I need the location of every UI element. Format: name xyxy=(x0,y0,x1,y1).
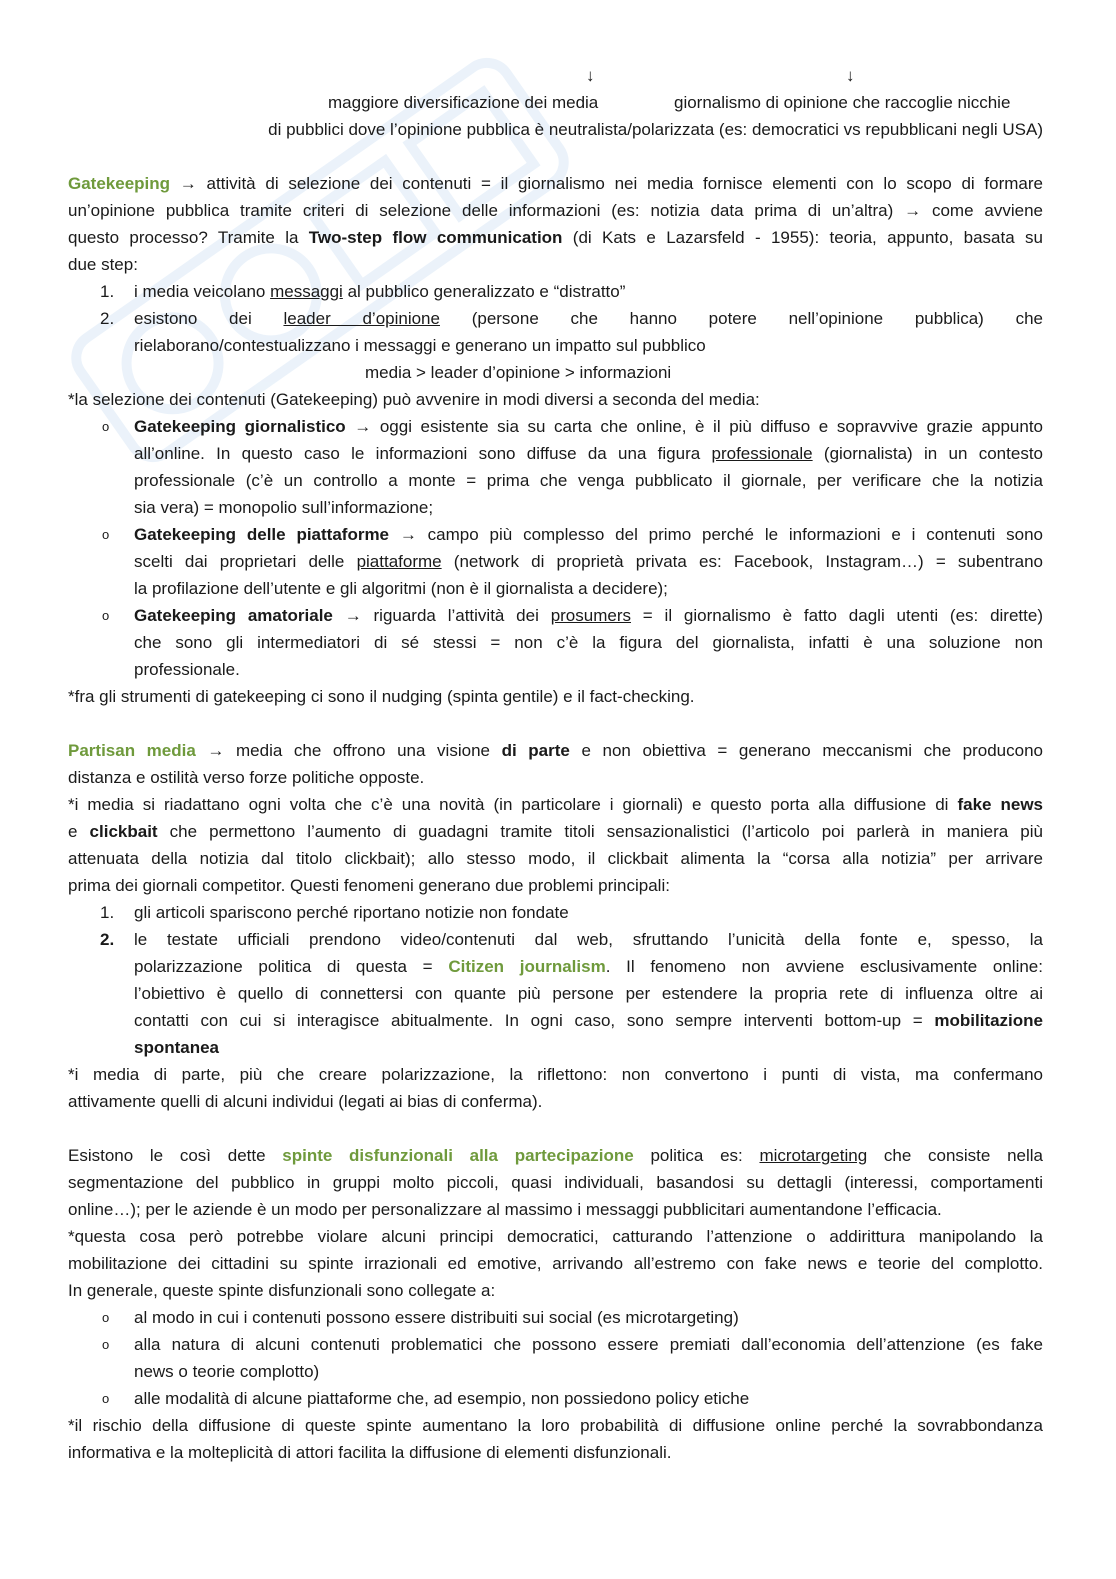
outcome-right: giornalismo di opinione che raccoglie nicchie xyxy=(674,93,1011,112)
arrow-row xyxy=(68,62,1043,89)
outcome-left: maggiore diversificazione dei media xyxy=(328,93,599,112)
list-number: 1. xyxy=(100,903,115,922)
gatekeeping-line-1: Gatekeeping → attività di selezione dei contenuti = il giornalismo nei media fornisce elementi con lo scopo di formare xyxy=(68,174,1043,193)
outcome-row xyxy=(68,89,1043,116)
partisan-note-3: attenuata della notizia dal titolo clickbait); allo stesso modo, il clickbait alimenta la “corsa alla notizia” per arrivare xyxy=(68,849,1043,868)
list-number: 2. xyxy=(100,930,115,949)
partisan-conclusion-2: attivamente quelli di alcuni individui (legati ai bias di conferma). xyxy=(68,1092,543,1111)
list-item: 2. le testate ufficiali prendono video/contenuti dal web, sfruttando l’unicità della fonte e, spesso, la polarizzazione politica di questa = Citizen journalism. Il fenomeno non avviene esclusivamente online: l’obiettivo è quello di connettersi con quante più persone per estendere la propria rete di influenza oltre ai contatti con cui si interagisce abitualmente. In ogni caso, sono sempre interventi bottom-up = mobilitazione spontanea xyxy=(68,926,1043,1061)
spinte-line-1: Esistono le così dette spinte disfunzionali alla partecipazione politica es: microtargeting che consiste nella xyxy=(68,1146,1043,1165)
list-number: 1. xyxy=(100,282,115,301)
term-gatekeeping: Gatekeeping xyxy=(68,174,171,193)
bullet-icon: o xyxy=(102,1391,110,1406)
spinte-note-3: In generale, queste spinte disfunzionali sono collegate a: xyxy=(68,1281,496,1300)
bullet-icon: o xyxy=(102,1337,110,1352)
list-item: o alle modalità di alcune piattaforme che, ad esempio, non possiedono policy etiche xyxy=(68,1385,1043,1412)
term-two-step: Two-step flow communication xyxy=(308,228,563,247)
partisan-note-1: *i media si riadattano ogni volta che c’è una novità (in particolare i giornali) e questo porta alla diffusione di fake news xyxy=(68,795,1043,814)
spinte-line-2: segmentazione del pubblico in gruppi molto piccoli, quasi individuali, basandosi su dettagli (interessi, comportamenti xyxy=(68,1173,1043,1192)
spinte-note-1: *questa cosa però potrebbe violare alcuni principi democratici, catturando l’attenzione o addirittura manipolando la xyxy=(68,1227,1043,1246)
gatekeeping-line-4: due step: xyxy=(68,255,138,274)
bullet-icon: o xyxy=(102,1310,110,1325)
term-spinte-disfunzionali: spinte disfunzionali alla partecipazione xyxy=(282,1146,634,1165)
list-item: o Gatekeeping giornalistico → oggi esistente sia su carta che online, è il più diffuso e sopravvive grazie appunto all’online. In questo caso le informazioni sono diffuse da una figura professionale (giornalista) in un contesto professionale (c’è un controllo a monte = prima che venga pubblicato il giornale, per verificare che la notizia sia vera) = monopolio sull’informazione; xyxy=(68,413,1043,521)
partisan-note-4: prima dei giornali competitor. Questi fenomeni generano due problemi principali: xyxy=(68,876,670,895)
document-page xyxy=(68,62,1043,1466)
term-partisan-media: Partisan media xyxy=(68,741,196,760)
gatekeeping-line-3: questo processo? Tramite la Two-step flow communication (di Kats e Lazarsfeld - 1955): teoria, appunto, basata su xyxy=(68,228,1043,247)
list-item: o Gatekeeping delle piattaforme → campo più complesso del primo perché le informazioni e i contenuti sono scelti dai proprietari delle piattaforme (network di proprietà privata es: Facebook, Instagram…) = subentrano la profilazione dell’utente e gli algoritmi (non è il giornalista a decidere); xyxy=(68,521,1043,602)
spinte-risk-2: informativa e la molteplicità di attori facilita la diffusione di elementi disfunzionali. xyxy=(68,1443,672,1462)
gatekeeping-note: *la selezione dei contenuti (Gatekeeping) può avvenire in modi diversi a seconda del media: xyxy=(68,390,760,409)
arrow-down-icon: ↓ xyxy=(846,66,855,85)
bullet-icon: o xyxy=(102,608,110,623)
bullet-icon: o xyxy=(102,527,110,542)
list-item: 1. i media veicolano messaggi al pubblico generalizzato e “distratto” xyxy=(68,278,1043,305)
spinte-note-2: mobilitazione dei cittadini su spinte irrazionali ed emotive, arrivando all’estremo con fake news e teorie del complotto. xyxy=(68,1254,1043,1273)
bullet-icon: o xyxy=(102,419,110,434)
gatekeeping-line-2: un’opinione pubblica tramite criteri di selezione delle informazioni (es: notizia data prima di un’altra) → come avviene xyxy=(68,201,1043,220)
spinte-risk-1: *il rischio della diffusione di queste spinte aumentano la loro probabilità di diffusione online perché la sovrabbondanza xyxy=(68,1416,1043,1435)
list-item: 2. esistono dei leader d’opinione (persone che hanno potere nell’opinione pubblica) che rielaborano/contestualizzano i messaggi e generano un impatto sul pubblico xyxy=(68,305,1043,359)
outcome-continuation: di pubblici dove l’opinione pubblica è neutralista/polarizzata (es: democratici vs repubblicani negli USA) xyxy=(268,120,1043,139)
term-citizen-journalism: Citizen journalism xyxy=(448,957,606,976)
arrow-down-icon: ↓ xyxy=(586,66,595,85)
list-item: o al modo in cui i contenuti possono essere distribuiti sui social (es microtargeting) xyxy=(68,1304,1043,1331)
partisan-line-2: distanza e ostilità verso forze politiche opposte. xyxy=(68,768,425,787)
partisan-conclusion-1: *i media di parte, più che creare polarizzazione, la riflettono: non convertono i punti di vista, ma confermano xyxy=(68,1065,1043,1084)
spinte-line-3: online…); per le aziende è un modo per personalizzare al massimo i messaggi pubblicitari aumentandone l’efficacia. xyxy=(68,1200,942,1219)
gatekeeping-tools-note: *fra gli strumenti di gatekeeping ci sono il nudging (spinta gentile) e il fact-checking. xyxy=(68,687,695,706)
flow-chain: media > leader d’opinione > informazioni xyxy=(365,363,672,382)
partisan-note-2: e clickbait che permettono l’aumento di guadagni tramite titoli sensazionalistici (l’articolo poi parlerà in maniera più xyxy=(68,822,1043,841)
list-number: 2. xyxy=(100,309,115,328)
list-item: 1. gli articoli spariscono perché riportano notizie non fondate xyxy=(68,899,1043,926)
partisan-line-1: Partisan media → media che offrono una visione di parte e non obiettiva = generano meccanismi che producono xyxy=(68,741,1043,760)
list-item: o Gatekeeping amatoriale → riguarda l’attività dei prosumers = il giornalismo è fatto dagli utenti (es: dirette) che sono gli intermediatori di sé stessi = non c’è la figura del giornalista, infatti è una soluzione non professionale. xyxy=(68,602,1043,683)
list-item: o alla natura di alcuni contenuti problematici che possono essere premiati dall’economia dell’attenzione (es fake news o teorie complotto) xyxy=(68,1331,1043,1385)
